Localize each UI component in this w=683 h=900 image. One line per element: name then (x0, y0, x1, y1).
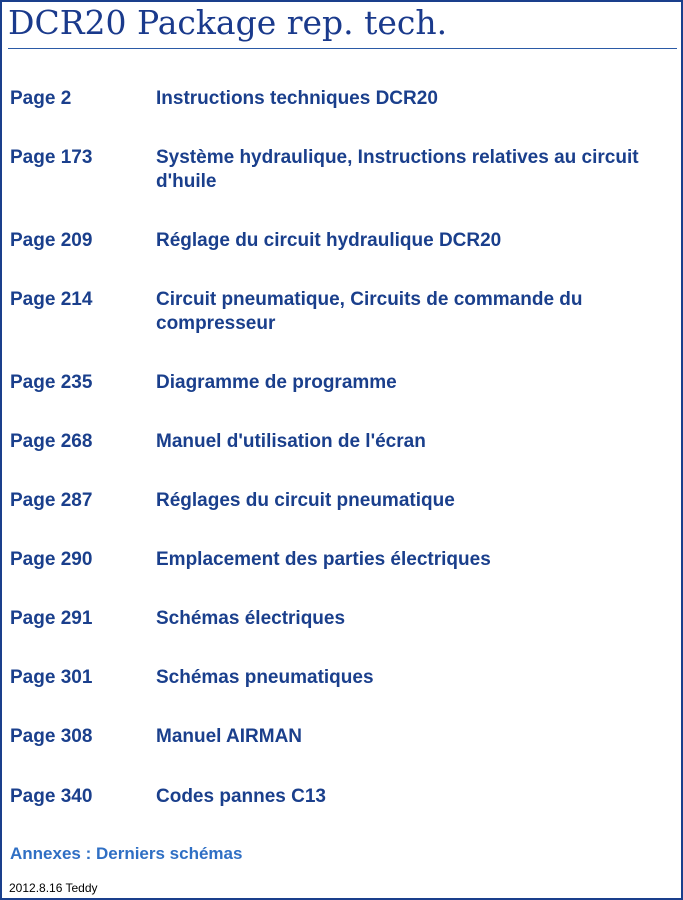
toc-entry-title: Diagramme de programme (156, 372, 397, 393)
toc-entry-title: Codes pannes C13 (156, 786, 326, 807)
document-title: DCR20 Package rep. tech. (8, 3, 448, 42)
toc-page-number: Page 173 (10, 147, 93, 168)
toc-page-number: Page 290 (10, 549, 93, 570)
toc-entry-title: Circuit pneumatique, Circuits de commande du compresseur (156, 289, 583, 334)
toc-entry-title: Schémas pneumatiques (156, 667, 374, 688)
footer-note: 2012.8.16 Teddy (9, 881, 98, 895)
toc-entry-title: Instructions techniques DCR20 (156, 88, 438, 109)
toc-page-number: Page 209 (10, 230, 93, 251)
toc-entry-title: Réglages du circuit pneumatique (156, 490, 455, 511)
toc-page-number: Page 340 (10, 786, 93, 807)
toc-page-number: Page 308 (10, 726, 93, 747)
toc-page-number: Page 268 (10, 431, 93, 452)
toc-page-number: Page 2 (10, 88, 72, 109)
toc-entry-title: Emplacement des parties électriques (156, 549, 491, 570)
toc-entry-title: Manuel d'utilisation de l'écran (156, 431, 426, 452)
toc-page-number: Page 214 (10, 289, 93, 310)
toc-entry-title: Système hydraulique, Instructions relatives au circuit d'huile (156, 147, 639, 192)
toc-entry-title: Réglage du circuit hydraulique DCR20 (156, 230, 502, 251)
toc-page-number: Page 287 (10, 490, 93, 511)
title-divider (8, 48, 677, 49)
toc-page-number: Page 235 (10, 372, 93, 393)
toc-page-number: Page 301 (10, 667, 93, 688)
toc-entry-title: Schémas électriques (156, 608, 346, 629)
toc-entry-title: Manuel AIRMAN (156, 726, 303, 747)
annexes-link[interactable]: Annexes : Derniers schémas (10, 844, 243, 863)
toc-page-number: Page 291 (10, 608, 93, 629)
